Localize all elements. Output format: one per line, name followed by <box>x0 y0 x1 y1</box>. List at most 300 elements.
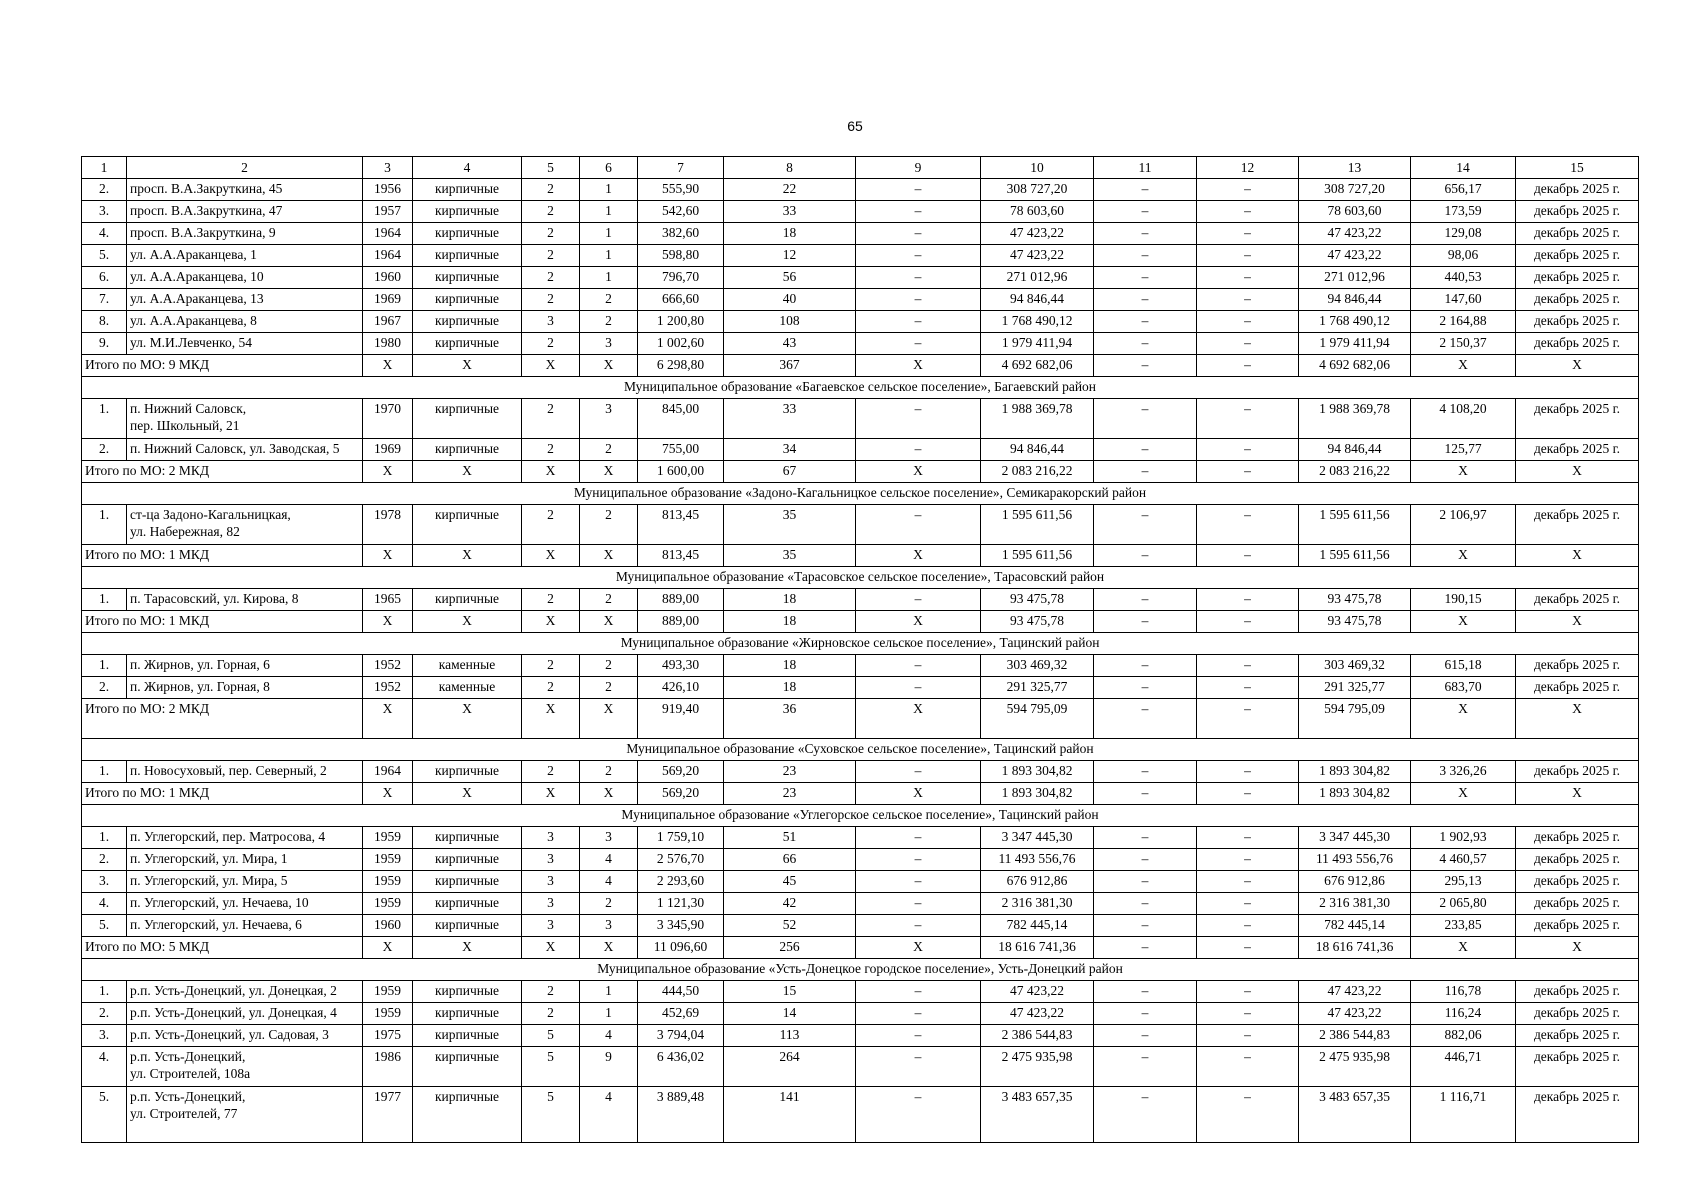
cell-col-9: – <box>856 1003 981 1025</box>
cell-entrances: 4 <box>580 1087 638 1143</box>
total-cell-residents: 256 <box>724 937 856 959</box>
cell-deadline: декабрь 2025 г. <box>1516 915 1639 937</box>
table-row <box>82 1003 1639 1025</box>
cell-num: 5. <box>82 1087 127 1143</box>
table-row <box>82 677 1639 699</box>
cell-entrances: 1 <box>580 981 638 1003</box>
total-cell-wall-material: X <box>413 699 522 739</box>
total-cell-deadline: X <box>1516 461 1639 483</box>
cell-area: 796,70 <box>638 267 724 289</box>
total-cell-floors: X <box>522 355 580 377</box>
total-row <box>82 783 1639 805</box>
cell-entrances: 2 <box>580 289 638 311</box>
total-cell-col-12: – <box>1197 783 1299 805</box>
cell-wall-material: кирпичные <box>413 201 522 223</box>
total-row <box>82 355 1639 377</box>
cell-cost-per-m2: 882,06 <box>1411 1025 1516 1047</box>
cell-entrances: 4 <box>580 849 638 871</box>
cell-deadline: декабрь 2025 г. <box>1516 399 1639 439</box>
total-cell-cost-fund: 1 893 304,82 <box>1299 783 1411 805</box>
cell-entrances: 4 <box>580 1025 638 1047</box>
cell-col-11: – <box>1094 311 1197 333</box>
total-cell-wall-material: X <box>413 355 522 377</box>
cell-area: 542,60 <box>638 201 724 223</box>
cell-deadline: декабрь 2025 г. <box>1516 871 1639 893</box>
cell-residents: 18 <box>724 677 856 699</box>
total-cell-residents: 18 <box>724 611 856 633</box>
cell-cost-per-m2: 440,53 <box>1411 267 1516 289</box>
cell-col-12: – <box>1197 505 1299 545</box>
cell-wall-material: кирпичные <box>413 179 522 201</box>
total-cell-col-9: X <box>856 611 981 633</box>
cell-col-9: – <box>856 223 981 245</box>
cell-entrances: 3 <box>580 915 638 937</box>
cell-col-12: – <box>1197 655 1299 677</box>
cell-cost-fund: 308 727,20 <box>1299 179 1411 201</box>
total-cell-floors: X <box>522 699 580 739</box>
header-cell: 5 <box>522 157 580 179</box>
cell-num: 4. <box>82 223 127 245</box>
total-cell-year: X <box>363 783 413 805</box>
cell-address: р.п. Усть-Донецкий, ул. Донецкая, 2 <box>127 981 363 1003</box>
table-row <box>82 439 1639 461</box>
total-cell-entrances: X <box>580 783 638 805</box>
cell-residents: 12 <box>724 245 856 267</box>
cell-wall-material: кирпичные <box>413 871 522 893</box>
cell-address: просп. В.А.Закруткина, 45 <box>127 179 363 201</box>
cell-residents: 18 <box>724 223 856 245</box>
cell-wall-material: кирпичные <box>413 589 522 611</box>
cell-residents: 18 <box>724 655 856 677</box>
cell-year: 1964 <box>363 223 413 245</box>
cell-area: 1 121,30 <box>638 893 724 915</box>
cell-cost-total: 47 423,22 <box>981 245 1094 267</box>
cell-cost-total: 47 423,22 <box>981 223 1094 245</box>
cell-floors: 2 <box>522 981 580 1003</box>
cell-num: 1. <box>82 761 127 783</box>
cell-residents: 264 <box>724 1047 856 1087</box>
table-row <box>82 589 1639 611</box>
total-cell-cost-total: 4 692 682,06 <box>981 355 1094 377</box>
total-cell-deadline: X <box>1516 355 1639 377</box>
cell-cost-per-m2: 683,70 <box>1411 677 1516 699</box>
cell-col-11: – <box>1094 1047 1197 1087</box>
total-cell-col-11: – <box>1094 545 1197 567</box>
cell-cost-total: 3 483 657,35 <box>981 1087 1094 1143</box>
cell-entrances: 1 <box>580 201 638 223</box>
cell-num: 1. <box>82 655 127 677</box>
cell-cost-fund: 2 386 544,83 <box>1299 1025 1411 1047</box>
cell-col-9: – <box>856 893 981 915</box>
cell-entrances: 3 <box>580 399 638 439</box>
cell-entrances: 2 <box>580 505 638 545</box>
cell-wall-material: кирпичные <box>413 289 522 311</box>
cell-area: 555,90 <box>638 179 724 201</box>
total-cell-deadline: X <box>1516 937 1639 959</box>
cell-deadline: декабрь 2025 г. <box>1516 1025 1639 1047</box>
table-row <box>82 893 1639 915</box>
page-number: 65 <box>847 118 863 134</box>
table-row <box>82 1025 1639 1047</box>
header-cell: 8 <box>724 157 856 179</box>
cell-year: 1965 <box>363 589 413 611</box>
total-cell-floors: X <box>522 783 580 805</box>
cell-cost-per-m2: 1 902,93 <box>1411 827 1516 849</box>
section-row <box>82 377 1639 399</box>
cell-cost-total: 2 386 544,83 <box>981 1025 1094 1047</box>
cell-col-9: – <box>856 1087 981 1143</box>
cell-floors: 2 <box>522 399 580 439</box>
total-cell-area: 1 600,00 <box>638 461 724 483</box>
total-cell-deadline: X <box>1516 783 1639 805</box>
cell-residents: 22 <box>724 179 856 201</box>
cell-residents: 45 <box>724 871 856 893</box>
cell-cost-total: 1 988 369,78 <box>981 399 1094 439</box>
table-row <box>82 505 1639 545</box>
cell-year: 1959 <box>363 871 413 893</box>
cell-area: 452,69 <box>638 1003 724 1025</box>
cell-cost-fund: 93 475,78 <box>1299 589 1411 611</box>
cell-floors: 5 <box>522 1025 580 1047</box>
total-cell-entrances: X <box>580 611 638 633</box>
cell-floors: 2 <box>522 1003 580 1025</box>
total-row <box>82 611 1639 633</box>
total-cell-residents: 35 <box>724 545 856 567</box>
cell-area: 3 889,48 <box>638 1087 724 1143</box>
cell-col-12: – <box>1197 245 1299 267</box>
cell-year: 1969 <box>363 439 413 461</box>
cell-wall-material: кирпичные <box>413 333 522 355</box>
cell-entrances: 1 <box>580 267 638 289</box>
cell-cost-per-m2: 129,08 <box>1411 223 1516 245</box>
table-row <box>82 915 1639 937</box>
header-cell: 10 <box>981 157 1094 179</box>
cell-deadline: декабрь 2025 г. <box>1516 289 1639 311</box>
total-cell-entrances: X <box>580 937 638 959</box>
total-row <box>82 699 1639 739</box>
cell-col-11: – <box>1094 333 1197 355</box>
cell-area: 666,60 <box>638 289 724 311</box>
cell-cost-total: 93 475,78 <box>981 589 1094 611</box>
cell-num: 2. <box>82 179 127 201</box>
cell-cost-total: 94 846,44 <box>981 289 1094 311</box>
cell-floors: 2 <box>522 245 580 267</box>
cell-cost-fund: 47 423,22 <box>1299 981 1411 1003</box>
total-cell-deadline: X <box>1516 699 1639 739</box>
cell-address: п. Жирнов, ул. Горная, 6 <box>127 655 363 677</box>
total-cell-wall-material: X <box>413 611 522 633</box>
cell-deadline: декабрь 2025 г. <box>1516 981 1639 1003</box>
table-row <box>82 245 1639 267</box>
cell-cost-fund: 47 423,22 <box>1299 223 1411 245</box>
cell-wall-material: кирпичные <box>413 981 522 1003</box>
cell-col-9: – <box>856 201 981 223</box>
total-cell-cost-total: 93 475,78 <box>981 611 1094 633</box>
cell-cost-fund: 271 012,96 <box>1299 267 1411 289</box>
cell-deadline: декабрь 2025 г. <box>1516 849 1639 871</box>
cell-year: 1959 <box>363 849 413 871</box>
cell-residents: 56 <box>724 267 856 289</box>
total-label: Итого по МО: 1 МКД <box>82 545 363 567</box>
total-cell-entrances: X <box>580 545 638 567</box>
total-cell-col-9: X <box>856 783 981 805</box>
cell-floors: 2 <box>522 677 580 699</box>
section-title: Муниципальное образование «Тарасовское сельское поселение», Тарасовский район <box>82 567 1639 589</box>
cell-col-9: – <box>856 849 981 871</box>
total-label: Итого по МО: 2 МКД <box>82 461 363 483</box>
cell-address: ул. А.А.Араканцева, 10 <box>127 267 363 289</box>
cell-deadline: декабрь 2025 г. <box>1516 655 1639 677</box>
cell-cost-fund: 3 483 657,35 <box>1299 1087 1411 1143</box>
cell-address: ул. А.А.Араканцева, 8 <box>127 311 363 333</box>
cell-floors: 2 <box>522 267 580 289</box>
total-cell-cost-per-m2: X <box>1411 611 1516 633</box>
cell-cost-total: 3 347 445,30 <box>981 827 1094 849</box>
cell-num: 5. <box>82 245 127 267</box>
cell-cost-total: 1 979 411,94 <box>981 333 1094 355</box>
total-cell-area: 569,20 <box>638 783 724 805</box>
total-cell-cost-fund: 594 795,09 <box>1299 699 1411 739</box>
total-cell-cost-total: 1 595 611,56 <box>981 545 1094 567</box>
total-cell-cost-total: 594 795,09 <box>981 699 1094 739</box>
section-row <box>82 739 1639 761</box>
cell-residents: 51 <box>724 827 856 849</box>
header-cell: 15 <box>1516 157 1639 179</box>
cell-year: 1964 <box>363 245 413 267</box>
section-title: Муниципальное образование «Суховское сельское поселение», Тацинский район <box>82 739 1639 761</box>
cell-col-11: – <box>1094 289 1197 311</box>
cell-cost-fund: 676 912,86 <box>1299 871 1411 893</box>
cell-col-9: – <box>856 179 981 201</box>
total-cell-residents: 367 <box>724 355 856 377</box>
cell-year: 1952 <box>363 677 413 699</box>
header-cell: 4 <box>413 157 522 179</box>
total-cell-cost-fund: 4 692 682,06 <box>1299 355 1411 377</box>
cell-residents: 33 <box>724 399 856 439</box>
table-row <box>82 871 1639 893</box>
cell-cost-per-m2: 98,06 <box>1411 245 1516 267</box>
cell-residents: 66 <box>724 849 856 871</box>
cell-address: ул. А.А.Араканцева, 13 <box>127 289 363 311</box>
cell-col-12: – <box>1197 849 1299 871</box>
cell-cost-total: 47 423,22 <box>981 1003 1094 1025</box>
cell-year: 1960 <box>363 915 413 937</box>
total-cell-year: X <box>363 611 413 633</box>
cell-col-9: – <box>856 981 981 1003</box>
cell-deadline: декабрь 2025 г. <box>1516 245 1639 267</box>
cell-col-11: – <box>1094 827 1197 849</box>
total-cell-cost-total: 18 616 741,36 <box>981 937 1094 959</box>
cell-col-12: – <box>1197 201 1299 223</box>
cell-deadline: декабрь 2025 г. <box>1516 333 1639 355</box>
cell-deadline: декабрь 2025 г. <box>1516 439 1639 461</box>
total-cell-col-9: X <box>856 699 981 739</box>
cell-year: 1970 <box>363 399 413 439</box>
cell-cost-total: 94 846,44 <box>981 439 1094 461</box>
cell-col-12: – <box>1197 223 1299 245</box>
header-cell: 3 <box>363 157 413 179</box>
cell-col-11: – <box>1094 267 1197 289</box>
cell-col-11: – <box>1094 871 1197 893</box>
cell-col-12: – <box>1197 677 1299 699</box>
cell-cost-fund: 1 988 369,78 <box>1299 399 1411 439</box>
cell-floors: 5 <box>522 1047 580 1087</box>
cell-col-9: – <box>856 1047 981 1087</box>
cell-col-9: – <box>856 589 981 611</box>
cell-num: 1. <box>82 399 127 439</box>
total-cell-wall-material: X <box>413 937 522 959</box>
cell-cost-total: 47 423,22 <box>981 981 1094 1003</box>
cell-num: 1. <box>82 589 127 611</box>
housing-repair-table <box>81 156 1639 1143</box>
cell-num: 2. <box>82 849 127 871</box>
cell-num: 2. <box>82 1003 127 1025</box>
cell-deadline: декабрь 2025 г. <box>1516 827 1639 849</box>
table-row <box>82 289 1639 311</box>
cell-floors: 3 <box>522 893 580 915</box>
header-cell: 14 <box>1411 157 1516 179</box>
cell-year: 1986 <box>363 1047 413 1087</box>
total-label: Итого по МО: 1 МКД <box>82 783 363 805</box>
cell-col-12: – <box>1197 267 1299 289</box>
total-cell-col-11: – <box>1094 461 1197 483</box>
cell-deadline: декабрь 2025 г. <box>1516 179 1639 201</box>
total-cell-year: X <box>363 355 413 377</box>
cell-year: 1959 <box>363 1003 413 1025</box>
cell-floors: 2 <box>522 505 580 545</box>
cell-cost-total: 308 727,20 <box>981 179 1094 201</box>
cell-col-11: – <box>1094 201 1197 223</box>
total-cell-cost-fund: 93 475,78 <box>1299 611 1411 633</box>
total-cell-col-9: X <box>856 937 981 959</box>
total-cell-cost-per-m2: X <box>1411 355 1516 377</box>
cell-cost-per-m2: 2 164,88 <box>1411 311 1516 333</box>
section-row <box>82 805 1639 827</box>
cell-num: 7. <box>82 289 127 311</box>
cell-year: 1959 <box>363 893 413 915</box>
cell-col-11: – <box>1094 1087 1197 1143</box>
total-cell-cost-fund: 18 616 741,36 <box>1299 937 1411 959</box>
total-cell-entrances: X <box>580 355 638 377</box>
cell-col-9: – <box>856 915 981 937</box>
cell-col-12: – <box>1197 1025 1299 1047</box>
cell-year: 1959 <box>363 981 413 1003</box>
cell-wall-material: кирпичные <box>413 827 522 849</box>
cell-address: р.п. Усть-Донецкий, ул. Донецкая, 4 <box>127 1003 363 1025</box>
section-title: Муниципальное образование «Углегорское сельское поселение», Тацинский район <box>82 805 1639 827</box>
cell-area: 3 345,90 <box>638 915 724 937</box>
cell-address: п. Углегорский, ул. Нечаева, 6 <box>127 915 363 937</box>
total-label: Итого по МО: 1 МКД <box>82 611 363 633</box>
cell-col-11: – <box>1094 589 1197 611</box>
cell-year: 1959 <box>363 827 413 849</box>
cell-deadline: декабрь 2025 г. <box>1516 893 1639 915</box>
total-cell-col-9: X <box>856 355 981 377</box>
table-row <box>82 981 1639 1003</box>
cell-wall-material: кирпичные <box>413 1047 522 1087</box>
cell-deadline: декабрь 2025 г. <box>1516 267 1639 289</box>
total-row <box>82 937 1639 959</box>
cell-cost-fund: 782 445,14 <box>1299 915 1411 937</box>
cell-entrances: 2 <box>580 311 638 333</box>
cell-num: 6. <box>82 267 127 289</box>
cell-col-12: – <box>1197 915 1299 937</box>
total-cell-col-12: – <box>1197 355 1299 377</box>
cell-num: 4. <box>82 1047 127 1087</box>
cell-entrances: 3 <box>580 333 638 355</box>
cell-col-12: – <box>1197 311 1299 333</box>
cell-residents: 43 <box>724 333 856 355</box>
total-cell-col-11: – <box>1094 699 1197 739</box>
cell-area: 1 200,80 <box>638 311 724 333</box>
cell-residents: 18 <box>724 589 856 611</box>
cell-col-12: – <box>1197 827 1299 849</box>
cell-cost-total: 676 912,86 <box>981 871 1094 893</box>
cell-col-9: – <box>856 399 981 439</box>
total-cell-floors: X <box>522 545 580 567</box>
cell-area: 569,20 <box>638 761 724 783</box>
cell-num: 3. <box>82 1025 127 1047</box>
cell-year: 1960 <box>363 267 413 289</box>
cell-num: 8. <box>82 311 127 333</box>
cell-year: 1980 <box>363 333 413 355</box>
cell-cost-fund: 78 603,60 <box>1299 201 1411 223</box>
cell-wall-material: кирпичные <box>413 439 522 461</box>
total-cell-col-12: – <box>1197 611 1299 633</box>
cell-wall-material: кирпичные <box>413 893 522 915</box>
cell-cost-per-m2: 4 108,20 <box>1411 399 1516 439</box>
cell-cost-per-m2: 190,15 <box>1411 589 1516 611</box>
total-cell-entrances: X <box>580 699 638 739</box>
cell-address: п. Углегорский, пер. Матросова, 4 <box>127 827 363 849</box>
cell-cost-fund: 11 493 556,76 <box>1299 849 1411 871</box>
table-row <box>82 1087 1639 1143</box>
cell-area: 1 759,10 <box>638 827 724 849</box>
total-cell-area: 813,45 <box>638 545 724 567</box>
cell-entrances: 1 <box>580 179 638 201</box>
cell-floors: 3 <box>522 849 580 871</box>
cell-col-9: – <box>856 655 981 677</box>
cell-cost-per-m2: 125,77 <box>1411 439 1516 461</box>
cell-area: 382,60 <box>638 223 724 245</box>
cell-residents: 35 <box>724 505 856 545</box>
table-row <box>82 849 1639 871</box>
cell-entrances: 9 <box>580 1047 638 1087</box>
cell-cost-total: 303 469,32 <box>981 655 1094 677</box>
cell-floors: 2 <box>522 655 580 677</box>
total-cell-col-12: – <box>1197 937 1299 959</box>
total-cell-cost-per-m2: X <box>1411 699 1516 739</box>
cell-col-12: – <box>1197 333 1299 355</box>
cell-col-12: – <box>1197 1087 1299 1143</box>
cell-cost-per-m2: 656,17 <box>1411 179 1516 201</box>
cell-wall-material: каменные <box>413 655 522 677</box>
cell-address: п. Нижний Саловск, ул. Заводская, 5 <box>127 439 363 461</box>
cell-year: 1952 <box>363 655 413 677</box>
cell-address: ул. А.А.Араканцева, 1 <box>127 245 363 267</box>
cell-deadline: декабрь 2025 г. <box>1516 223 1639 245</box>
cell-address: п. Углегорский, ул. Мира, 1 <box>127 849 363 871</box>
cell-wall-material: кирпичные <box>413 505 522 545</box>
cell-col-9: – <box>856 871 981 893</box>
cell-residents: 15 <box>724 981 856 1003</box>
cell-address: п. Тарасовский, ул. Кирова, 8 <box>127 589 363 611</box>
cell-col-11: – <box>1094 1003 1197 1025</box>
cell-entrances: 2 <box>580 761 638 783</box>
cell-year: 1978 <box>363 505 413 545</box>
section-title: Муниципальное образование «Усть-Донецкое городское поселение», Усть-Донецкий район <box>82 959 1639 981</box>
cell-floors: 3 <box>522 871 580 893</box>
